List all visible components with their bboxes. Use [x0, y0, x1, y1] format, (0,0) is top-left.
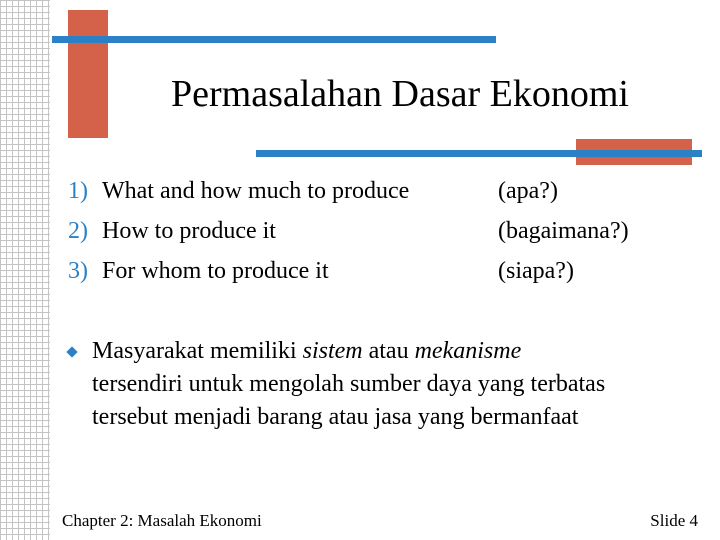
footer-slide-number: Slide 4 — [650, 511, 698, 530]
diamond-bullet-icon — [66, 346, 77, 357]
bullet-text: Masyarakat memiliki — [92, 338, 303, 364]
question-text: What and how much to produce — [102, 178, 410, 204]
question-list — [68, 171, 488, 291]
question-number: 3) — [68, 258, 88, 284]
bullet-point — [92, 335, 704, 434]
footer-chapter: Chapter 2: Masalah Ekonomi — [62, 511, 262, 530]
answer-item: (apa?) — [498, 178, 558, 204]
question-number: 2) — [68, 218, 88, 244]
question-item — [68, 211, 488, 251]
question-item — [68, 171, 488, 211]
decorative-grid-strip — [0, 0, 50, 540]
bullet-line-2: tersendiri untuk mengolah sumber daya yang terbatas — [92, 371, 606, 397]
bullet-emphasis-mekanisme: mekanisme — [414, 338, 522, 364]
question-text: For whom to produce it — [102, 258, 329, 284]
answer-item: (bagaimana?) — [498, 218, 629, 244]
decorative-orange-bar-left — [68, 10, 108, 138]
bullet-text: atau — [362, 338, 415, 364]
decorative-blue-line-mid — [256, 150, 702, 157]
question-text: How to produce it — [102, 218, 276, 244]
question-number: 1) — [68, 178, 88, 204]
answer-item: (siapa?) — [498, 258, 574, 284]
bullet-emphasis-sistem: sistem — [302, 338, 363, 364]
slide-title: Permasalahan Dasar Ekonomi — [171, 73, 629, 115]
decorative-blue-line-top — [52, 36, 496, 43]
bullet-line-3: tersebut menjadi barang atau jasa yang bermanfaat — [92, 404, 579, 430]
question-item — [68, 251, 488, 291]
bullet-line-1 — [92, 335, 704, 368]
answer-list — [498, 171, 708, 291]
